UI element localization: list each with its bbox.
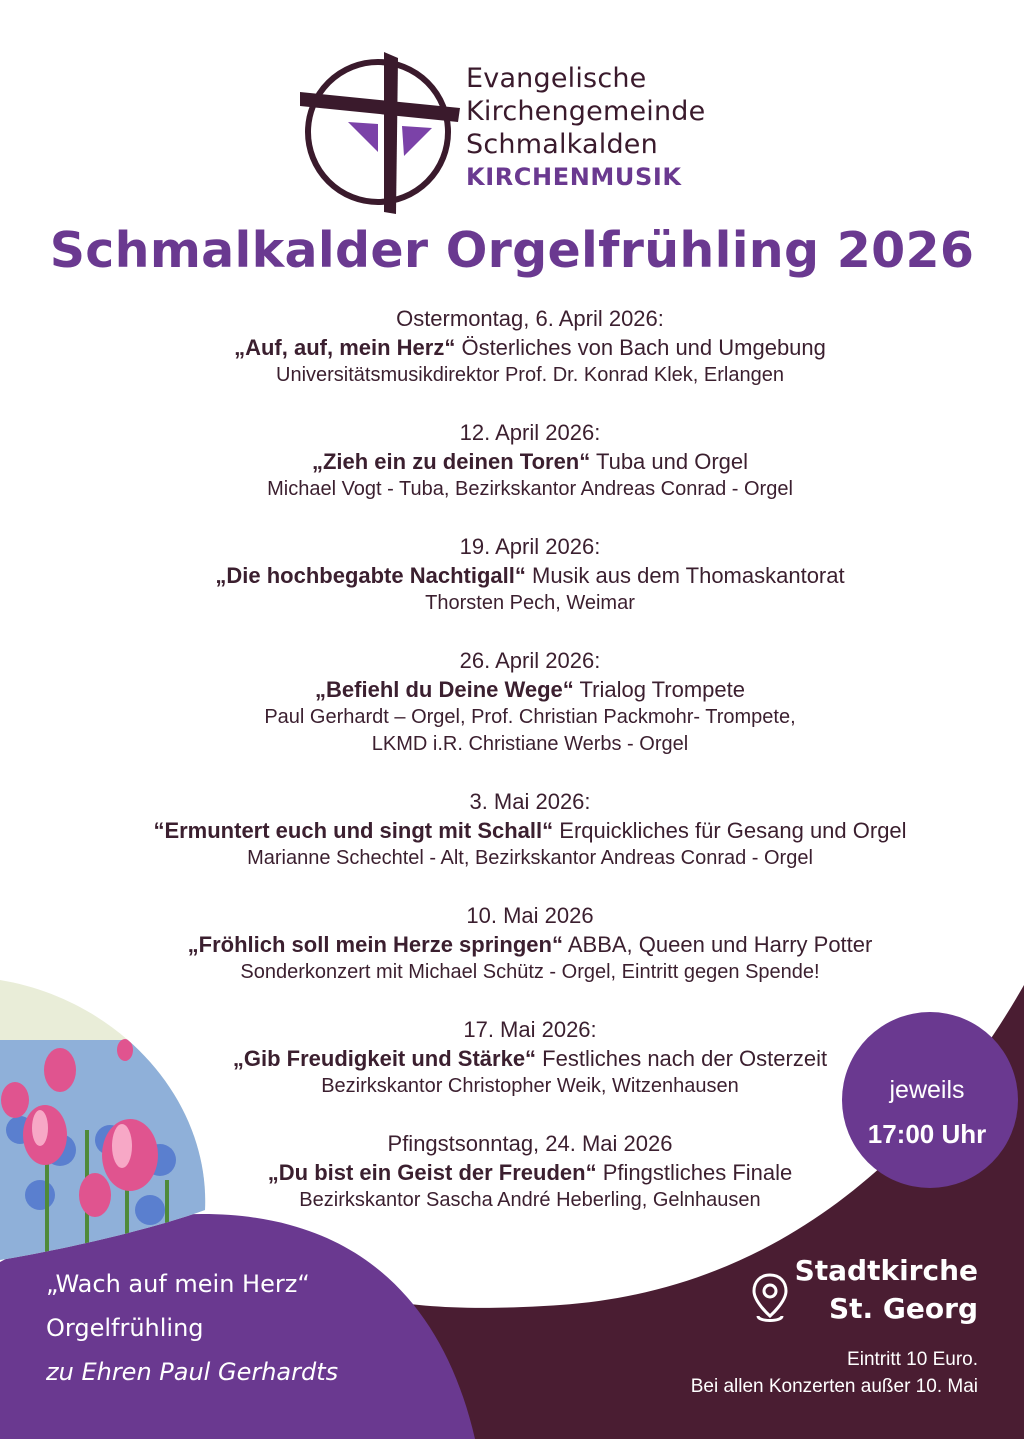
motto-line-1: „Wach auf mein Herz“ <box>46 1270 310 1298</box>
event-item <box>40 647 1020 758</box>
motto-line-3: zu Ehren Paul Gerhardts <box>46 1358 339 1386</box>
org-subtitle: KIRCHENMUSIK <box>466 163 682 191</box>
event-date: 10. Mai 2026 <box>466 903 594 928</box>
event-title: “Ermuntert euch und singt mit Schall“ <box>153 818 554 843</box>
event-date: 12. April 2026: <box>459 420 601 445</box>
time-badge-label: jeweils <box>889 1076 965 1104</box>
event-title-line <box>40 930 1020 959</box>
event-title: „Zieh ein zu deinen Toren“ <box>311 449 591 474</box>
event-item <box>40 788 1020 872</box>
org-line-1: Evangelische <box>466 63 647 94</box>
event-date: 19. April 2026: <box>459 534 601 559</box>
time-badge-time: 17:00 Uhr <box>867 1119 987 1149</box>
event-title: „Befiehl du Deine Wege“ <box>315 677 574 702</box>
page-title: Schmalkalder Orgelfrühling 2026 <box>49 222 975 279</box>
event-subtitle: ABBA, Queen und Harry Potter <box>562 932 873 957</box>
motto-line-2: Orgelfrühling <box>46 1314 204 1342</box>
event-title: „Fröhlich soll mein Herze springen“ <box>187 932 563 957</box>
event-title-line <box>40 447 1020 476</box>
event-date: 3. Mai 2026: <box>469 789 591 814</box>
event-performers: LKMD i.R. Christiane Werbs - Orgel <box>371 733 689 755</box>
cross-circle-logo <box>300 52 460 214</box>
event-performers: Universitätsmusikdirektor Prof. Dr. Konrad Klek, Erlangen <box>276 364 784 386</box>
event-subtitle: Festliches nach der Osterzeit <box>536 1046 828 1071</box>
event-title-line <box>40 1158 1020 1187</box>
event-performers: Thorsten Pech, Weimar <box>425 592 635 614</box>
event-date: Pfingstsonntag, 24. Mai 2026 <box>387 1131 673 1156</box>
event-item <box>40 305 1020 389</box>
event-title-line <box>40 816 1020 845</box>
event-performers: Paul Gerhardt – Orgel, Prof. Christian Packmohr- Trompete, <box>264 706 796 728</box>
event-title: „Gib Freudigkeit und Stärke“ <box>232 1046 537 1071</box>
event-performers: Marianne Schechtel - Alt, Bezirkskantor Andreas Conrad - Orgel <box>247 847 813 869</box>
venue-name-line-2: St. Georg <box>829 1292 978 1325</box>
org-line-2: Kirchengemeinde <box>466 96 706 127</box>
event-performers: Bezirkskantor Christopher Weik, Witzenhausen <box>321 1075 739 1097</box>
venue-fee-line-2: Bei allen Konzerten außer 10. Mai <box>690 1376 978 1397</box>
event-date: Ostermontag, 6. April 2026: <box>396 306 664 331</box>
venue-fee-line-1: Eintritt 10 Euro. <box>847 1349 978 1370</box>
org-line-3: Schmalkalden <box>466 129 658 160</box>
event-title: „Die hochbegabte Nachtigall“ <box>215 563 526 588</box>
event-item <box>40 902 1020 986</box>
event-subtitle: Tuba und Orgel <box>590 449 749 474</box>
event-date: 26. April 2026: <box>459 648 601 673</box>
motto-block <box>46 1262 338 1394</box>
venue-block <box>691 1252 978 1400</box>
organization-name <box>466 62 705 194</box>
event-title: „Auf, auf, mein Herz“ <box>234 335 456 360</box>
event-subtitle: Erquickliches für Gesang und Orgel <box>553 818 907 843</box>
event-performers: Michael Vogt - Tuba, Bezirkskantor Andreas Conrad - Orgel <box>267 478 793 500</box>
event-date: 17. Mai 2026: <box>463 1017 597 1042</box>
time-badge <box>842 1018 1012 1154</box>
event-item <box>40 533 1020 617</box>
venue-name-line-1: Stadtkirche <box>794 1254 978 1287</box>
event-item <box>40 419 1020 503</box>
event-performers: Bezirkskantor Sascha André Heberling, Gelnhausen <box>299 1189 761 1211</box>
event-subtitle: Pfingstliches Finale <box>596 1160 793 1185</box>
event-subtitle: Trialog Trompete <box>573 677 745 702</box>
event-subtitle: Österliches von Bach und Umgebung <box>455 335 826 360</box>
event-title-line <box>40 333 1020 362</box>
event-performers: Sonderkonzert mit Michael Schütz - Orgel, Eintritt gegen Spende! <box>240 961 820 983</box>
event-title-line <box>40 561 1020 590</box>
event-title-line <box>40 675 1020 704</box>
event-title: „Du bist ein Geist der Freuden“ <box>267 1160 597 1185</box>
event-subtitle: Musik aus dem Thomaskantorat <box>525 563 845 588</box>
